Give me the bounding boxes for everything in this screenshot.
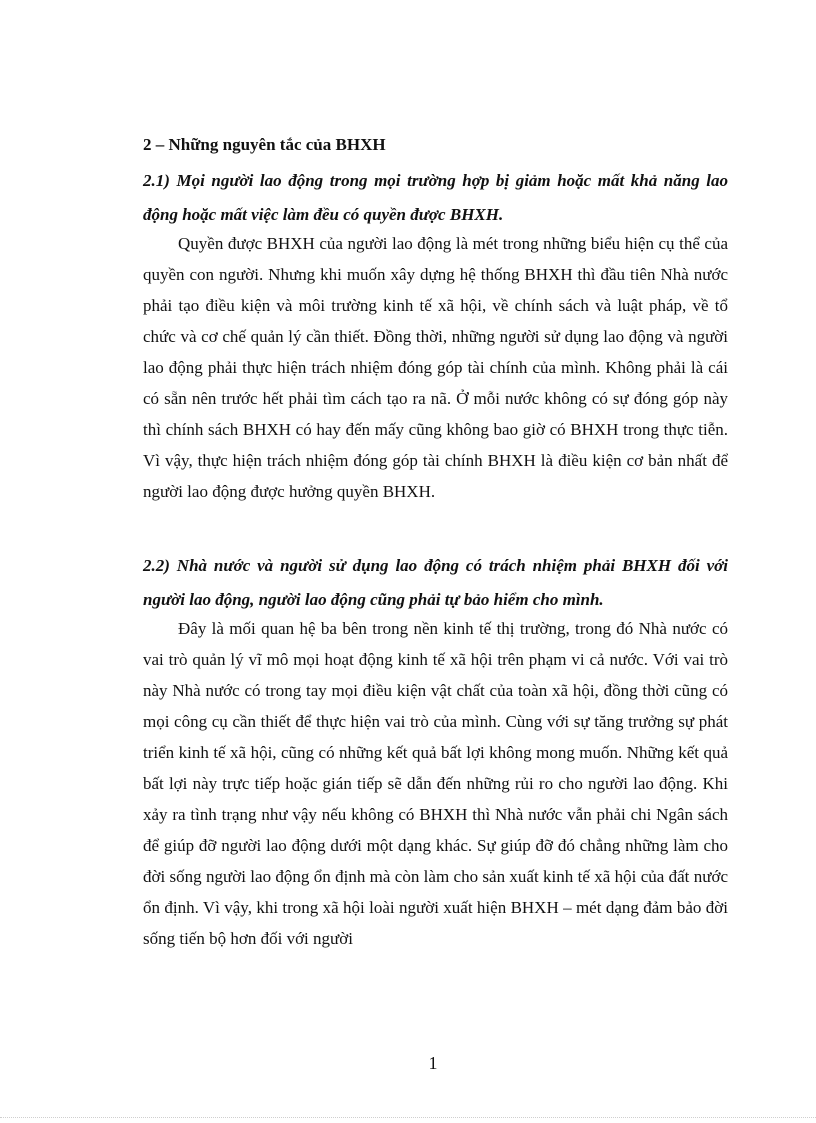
section-2-1-paragraph: Quyền được BHXH của người lao động là mét trong những biểu hiện cụ thể của quyền con người. Nhưng khi muốn xây dựng hệ thống BHXH thì đầu tiên Nhà nước phải tạo điều kiện và môi trường kinh tế xã hội, về chính sách và luật pháp, về tổ chức và cơ chế quản lý cần thiết. Đồng thời, những người sử dụng lao động và người lao động phải thực hiện trách nhiệm đóng góp tài chính của mình. Không phải là cái có sẵn nên trước hết phải tìm cách tạo ra nã. Ở mỗi nước không có sự đóng góp này thì chính sách BHXH có hay đến mấy cũng không bao giờ có BHXH trong thực tiễn. Vì vậy, thực hiện trách nhiệm đóng góp tài chính BHXH là điều kiện cơ bản nhất để người lao động được hưởng quyền BHXH. <box>143 234 728 501</box>
page-bottom-divider <box>0 1117 816 1118</box>
section-2-2-paragraph: Đây là mối quan hệ ba bên trong nền kinh tế thị trường, trong đó Nhà nước có vai trò quản lý vĩ mô mọi hoạt động kinh tế xã hội trên phạm vi cả nước. Với vai trò này Nhà nước có trong tay mọi điều kiện vật chất của toàn xã hội, đồng thời cũng có mọi công cụ cần thiết để thực hiện vai trò của mình. Cùng với sự tăng trưởng sự phát triển kinh tế xã hội, cũng có những kết quả bất lợi không mong muốn. Những kết quả bất lợi này trực tiếp hoặc gián tiếp sẽ dẫn đến những rủi ro cho người lao động. Khi xảy ra tình trạng như vậy nếu không có BHXH thì Nhà nước vẫn phải chi Ngân sách để giúp đỡ người lao động dưới một dạng khác. Sự giúp đỡ đó chẳng những làm cho đời sống người lao động ổn định mà còn làm cho sản xuất kinh tế xã hội của đất nước ổn định. Vì vậy, khi trong xã hội loài người xuất hiện BHXH – mét dạng đảm bảo đời sống tiến bộ hơn đối với người <box>143 619 728 948</box>
section-2-1-title: 2.1) Mọi người lao động trong mọi trường hợp bị giảm hoặc mất khả năng lao động hoặc mất việc làm đều có quyền được BHXH. <box>143 171 728 224</box>
page-number: 1 <box>428 1053 438 1073</box>
section-2-2-title: 2.2) Nhà nước và người sử dụng lao động có trách nhiệm phải BHXH đối với người lao động, người lao động cũng phải tự bảo hiểm cho mình. <box>143 556 728 609</box>
section-heading: 2 – Những nguyên tắc của BHXH <box>143 135 386 154</box>
